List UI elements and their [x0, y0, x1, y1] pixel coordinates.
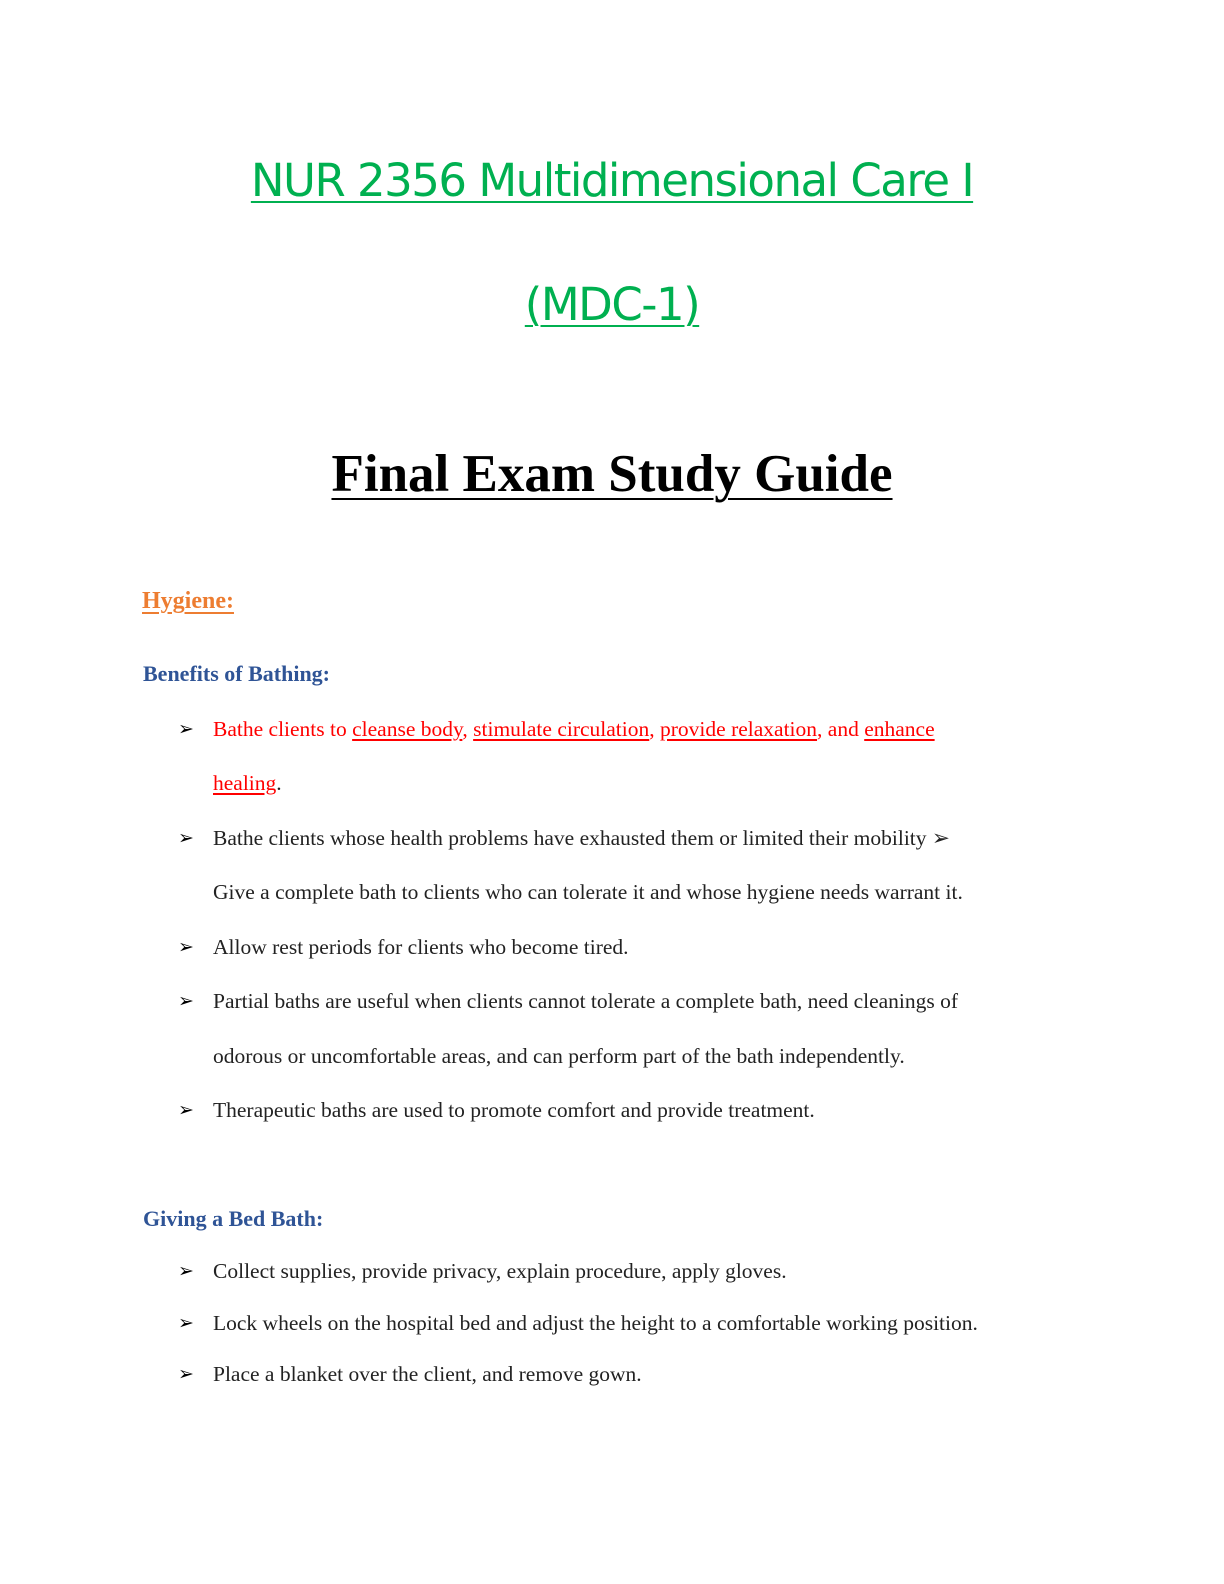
keyword-cleanse-body: cleanse body [352, 717, 463, 741]
bullet-benefits-2-cont: Give a complete bath to clients who can tolerate it and whose hygiene needs warrant it. [213, 880, 963, 904]
arrow-bullet-icon: ➢ [178, 1312, 194, 1334]
subheading-benefits: Benefits of Bathing: [143, 661, 330, 686]
bullet-benefits-3: Allow rest periods for clients who become tired. [213, 935, 629, 959]
text-fragment: . [276, 771, 282, 795]
text-fragment: , [462, 717, 474, 741]
arrow-bullet-icon: ➢ [178, 1099, 194, 1121]
keyword-stimulate-circulation: stimulate circulation [473, 717, 650, 741]
keyword-enhance: enhance [864, 717, 935, 741]
course-code-text: (MDC-1) [524, 278, 700, 331]
section-heading-hygiene [142, 589, 234, 613]
bullet-benefits-5: Therapeutic baths are used to promote comfort and provide treatment. [213, 1098, 815, 1122]
bullet-bed-bath-2: Lock wheels on the hospital bed and adjust the height to a comfortable working position. [213, 1311, 978, 1335]
arrow-bullet-icon: ➢ [178, 827, 194, 849]
arrow-bullet-icon: ➢ [178, 718, 194, 740]
bullet-bed-bath-3: Place a blanket over the client, and remove gown. [213, 1362, 642, 1386]
course-code [0, 278, 1224, 331]
bullet-benefits-1-cont [213, 773, 282, 795]
bullet-bed-bath-1: Collect supplies, provide privacy, explain procedure, apply gloves. [213, 1259, 787, 1283]
bullet-benefits-4: Partial baths are useful when clients cannot tolerate a complete bath, need cleanings of [213, 989, 959, 1013]
text-fragment: , [649, 717, 661, 741]
bullet-benefits-4-cont: odorous or uncomfortable areas, and can perform part of the bath independently. [213, 1044, 905, 1068]
bullet-benefits-1 [213, 719, 935, 741]
bullet-benefits-2: Bathe clients whose health problems have exhausted them or limited their mobility ➢ [213, 826, 950, 850]
arrow-bullet-icon: ➢ [178, 990, 194, 1012]
arrow-bullet-icon: ➢ [178, 1363, 194, 1385]
main-title [0, 445, 1224, 503]
course-title [0, 154, 1224, 207]
text-fragment: , and [817, 717, 865, 741]
text-fragment: Bathe clients to [213, 717, 353, 741]
arrow-bullet-icon: ➢ [178, 936, 194, 958]
keyword-provide-relaxation: provide relaxation [660, 717, 818, 741]
main-title-text: Final Exam Study Guide [331, 445, 893, 503]
subheading-bed-bath: Giving a Bed Bath: [143, 1206, 324, 1231]
course-title-text: NUR 2356 Multidimensional Care I [250, 154, 974, 207]
section-heading-text: Hygiene: [142, 588, 234, 614]
arrow-bullet-icon: ➢ [178, 1260, 194, 1282]
keyword-healing: healing [213, 771, 277, 795]
